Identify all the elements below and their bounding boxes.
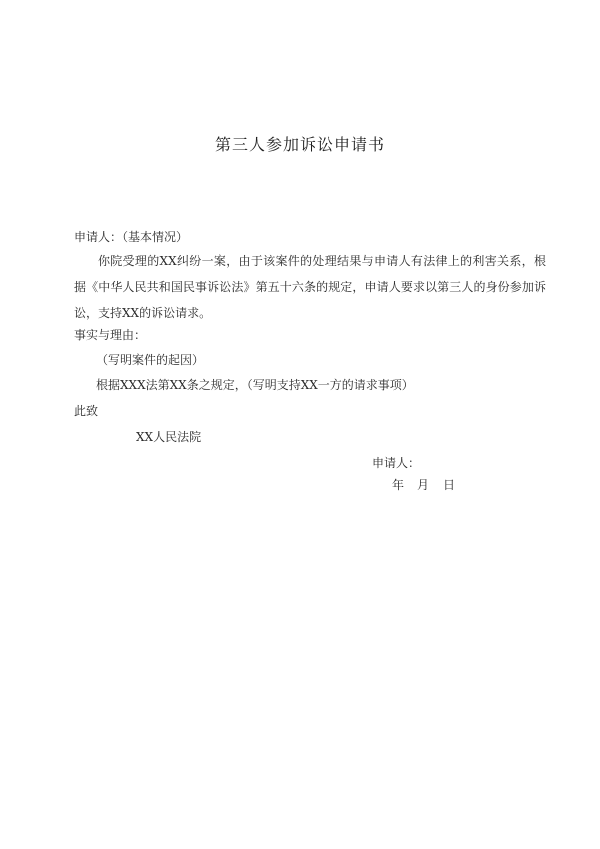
salutation: 此致 (74, 404, 99, 418)
date-day: 日 (443, 478, 456, 492)
date-year: 年 (392, 478, 405, 492)
signature-label: 申请人： (372, 456, 421, 470)
facts-header: 事实与理由： (74, 328, 147, 342)
legal-basis: 根据XXX法第XX条之规定，（写明支持XX一方的请求事项） (96, 378, 414, 392)
applicant-header: 申请人：（基本情况） (74, 230, 189, 244)
date-month: 月 (417, 478, 430, 492)
document-title: 第三人参加诉讼申请书 (214, 135, 385, 154)
body-paragraph: 你院受理的XX纠纷一案，由于该案件的处理结果与申请人有法律上的利害关系，根据《中华人民共和国民事诉讼法》第五十六条的规定，申请人要求以第三人的身份参加诉讼，支持XX的诉讼请求。 (74, 254, 546, 320)
date-line (392, 477, 455, 493)
court-name: XX人民法院 (136, 430, 202, 444)
facts-hint: （写明案件的起因） (96, 353, 205, 367)
